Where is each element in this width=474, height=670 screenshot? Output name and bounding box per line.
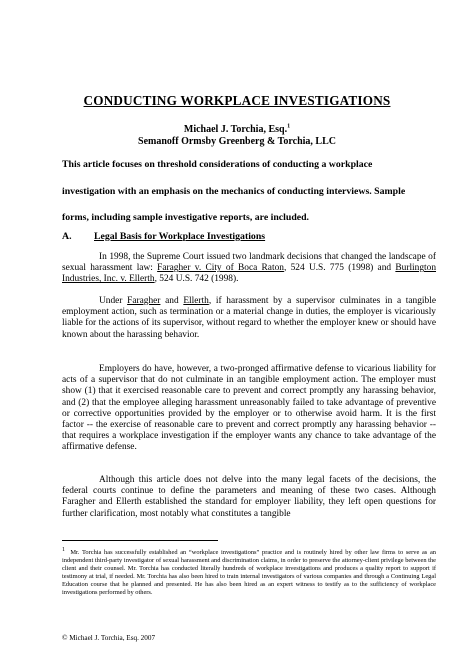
case-name-faragher: Faragher <box>127 296 161 306</box>
paragraph-2-text-a: Under <box>99 296 128 306</box>
case-citation-ellerth: Burlington Industries, Inc. v. Ellerth <box>62 263 437 285</box>
footnote-separator <box>62 540 218 541</box>
case-name-ellerth: Ellerth <box>183 296 209 306</box>
section-heading <box>62 231 265 242</box>
author-name: Michael J. Torchia, Esq. <box>183 124 288 135</box>
footnote-mark: 1 <box>62 546 65 553</box>
section-title: Legal Basis for Workplace Investigations <box>94 231 266 242</box>
author-line <box>0 124 474 136</box>
document-title: CONDUCTING WORKPLACE INVESTIGATIONS <box>83 93 391 108</box>
footnote-1 <box>62 546 436 598</box>
case-citation-faragher: Faragher v. City of Boca Raton <box>157 263 284 274</box>
paragraph-1-text-c: , 524 U.S. 742 (1998). <box>154 274 239 285</box>
paragraph-1-text-a: In 1998, the Supreme Court issued two landmark decisions that changed the landscape of sexual harassment law: <box>62 252 436 274</box>
abstract-line-2: investigation with an emphasis on the mechanics of conducting interviews. Sample <box>62 186 406 197</box>
paragraph-2-text-c: , if harassment by a supervisor culminates in a tangible employment action, such as termination or a material change in duties, the employer is vicariously liable for the actions of its supervisor, without regard to whether the employer knew or should have known about the harassing behavior. <box>62 296 436 340</box>
paragraph-4: Although this article does not delve into the many legal facets of the decisions, the federal courts continue to define the parameters and meaning of these two cases. Although Faragher and Ellerth established the standard for employer liability, they left open questions for further clarification, most notably what constitutes a tangible <box>62 475 436 519</box>
copyright-notice: © Michael J. Torchia, Esq. 2007 <box>62 634 156 642</box>
author-firm: Semanoff Ormsby Greenberg & Torchia, LLC <box>138 136 336 147</box>
author-block <box>0 124 474 148</box>
author-footnote-mark: 1 <box>287 123 291 130</box>
paragraph-1-text-b: , 524 U.S. 775 (1998) and <box>283 263 396 274</box>
section-number: A. <box>62 231 72 242</box>
footnote-text: Mr. Torchia has successfully established an “workplace investigations” practice and is routinely hired by other law firms to serve as an independent third-party investigator of sexual harassment and discrimination claims, in order to preserve the attorney-client privilege between the client and their counsel. Mr. Torchia has conducted literally hundreds of workplace investigations and produces a quality report to support if testimony at trial, if needed. Mr. Torchia has also been hired to train internal investigators of various companies and through a Continuing Legal Education course that he planned and presented. He has also been hired as an expert witness to testify as to the sufficiency of workplace investigations performed by others. <box>62 549 436 597</box>
paragraph-1 <box>62 252 436 286</box>
abstract-line-1: This article focuses on threshold considerations of conducting a workplace <box>62 159 373 170</box>
paragraph-2 <box>62 296 436 341</box>
paragraph-2-text-b: and <box>160 296 184 306</box>
paragraph-3: Employers do have, however, a two-pronged affirmative defense to vicarious liability for acts of a supervisor that do not culminate in an tangible employment action. The employer must show (1) that it exercised reasonable care to prevent and correct promptly any harassing behavior, and (2) that the employee alleging harassment unreasonably failed to take advantage of preventive or corrective opportunities provided by the employer or to otherwise avoid harm. It is the first factor -- the exercise of reasonable care to prevent and correct promptly any harassing behavior -- that requires a workplace investigation if the employer wants any chance to take advantage of the affirmative defense. <box>62 364 436 453</box>
abstract-line-3: forms, including sample investigative reports, are included. <box>62 212 310 223</box>
